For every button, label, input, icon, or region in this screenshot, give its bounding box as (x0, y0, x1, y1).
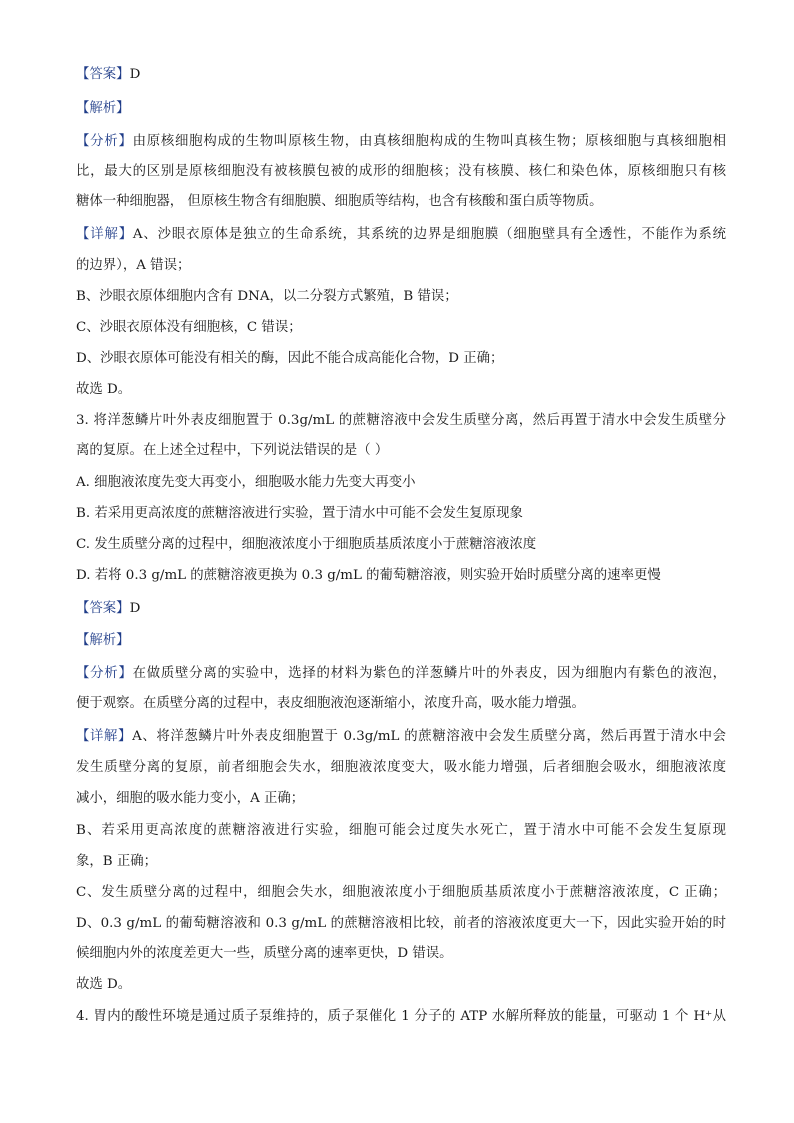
q2-xiangjie-line-3: B、沙眼衣原体细胞内含有 DNA，以二分裂方式繁殖，B 错误； (76, 289, 458, 304)
q2-answer-line (76, 65, 726, 85)
q3-option-c: C. 发生质壁分离的过程中，细胞液浓度小于细胞质基质浓度小于蔗糖溶液浓度 (76, 537, 537, 552)
q2-fenxi-line-2: 比，最大的区别是原核细胞没有被核膜包被的成形的细胞核；没有核膜、核仁和染色体，原核细胞只有核 (76, 164, 726, 179)
q3-xiangjie-line-6: C、发生质壁分离的过程中，细胞会失水，细胞液浓度小于细胞质基质浓度小于蔗糖溶液浓度，C 正确； (76, 885, 726, 900)
answer-value: D (129, 601, 141, 616)
q3-fenxi-line-2: 便于观察。在质壁分离的过程中，表皮细胞液泡逐渐缩小，浓度升高，吸水能力增强。 (76, 696, 585, 711)
q2-xiangjie-line-4: C、沙眼衣原体没有细胞核，C 错误； (76, 320, 302, 335)
q3-xiangjie-line-3: 减小，细胞的吸水能力变小，A 正确； (76, 791, 305, 806)
q3-xiangjie-line-1: 【详解】A、将洋葱鳞片叶外表皮细胞置于 0.3g/mL 的蔗糖溶液中会发生质壁分离，然后再置于清水中会 (76, 729, 726, 744)
fenxi-tag: 【分析】 (76, 666, 133, 681)
q3-fenxi-line-1: 【分析】在做质壁分离的实验中，选择的材料为紫色的洋葱鳞片叶的外表皮，因为细胞内有紫色的液泡， (76, 666, 727, 681)
q2-analysis-label: 【解析】 (76, 101, 130, 116)
answer-tag: 【答案】 (76, 601, 130, 616)
q2-xiangjie-line-2: 的边界），A 错误； (76, 258, 191, 273)
q3-analysis-label: 【解析】 (76, 633, 130, 648)
q3-answer-line (76, 599, 726, 619)
q2-xiangjie-line-6: 故选 D。 (76, 382, 132, 397)
q3-option-d: D. 若将 0.3 g/mL 的蔗糖溶液更换为 0.3 g/mL 的葡萄糖溶液，则实验开始时质壁分离的速率更慢 (76, 568, 661, 583)
q4-stem-line-1: 4. 胃内的酸性环境是通过质子泵维持的，质子泵催化 1 分子的 ATP 水解所释放的能量，可驱动 1 个 H⁺从 (76, 1009, 726, 1024)
q3-xiangjie-line-9: 故选 D。 (76, 977, 132, 992)
q3-xiangjie-line-7: D、0.3 g/mL 的葡萄糖溶液和 0.3 g/mL 的蔗糖溶液相比较，前者的溶液浓度更大一下，因此实验开始的时 (76, 916, 726, 931)
q2-fenxi-line-1: 【分析】由原核细胞构成的生物叫原核生物，由真核细胞构成的生物叫真核生物；原核细胞与真核细胞相 (76, 134, 727, 149)
xiangjie-tag: 【详解】 (76, 729, 133, 744)
q3-xiangjie-line-5: 象，B 正确； (76, 854, 158, 869)
q3-xiangjie-line-2: 发生质壁分离的复原，前者细胞会失水，细胞液浓度变大，吸水能力增强，后者细胞会吸水，细胞液浓度 (76, 760, 726, 775)
q3-stem-line-2: 离的复原。在上述全过程中，下列说法错误的是（ ） (76, 443, 389, 458)
fenxi-tag: 【分析】 (76, 134, 133, 149)
q2-xiangjie-line-1: 【详解】A、沙眼衣原体是独立的生命系统，其系统的边界是细胞膜（细胞壁具有全透性，不能作为系统 (76, 227, 726, 242)
q3-xiangjie-line-4: B、若采用更高浓度的蔗糖溶液进行实验，细胞可能会过度失水死亡，置于清水中可能不会发生复原现 (76, 823, 726, 838)
answer-value: D (129, 67, 141, 82)
q3-option-a: A. 细胞液浓度先变大再变小，细胞吸水能力先变大再变小 (76, 475, 416, 490)
q2-fenxi-line-3: 糖体一种细胞器， 但原核生物含有细胞膜、细胞质等结构，也含有核酸和蛋白质等物质。 (76, 194, 603, 209)
q3-stem-line-1: 3. 将洋葱鳞片叶外表皮细胞置于 0.3g/mL 的蔗糖溶液中会发生质壁分离，然后再置于清水中会发生质壁分 (76, 413, 726, 428)
q3-xiangjie-line-8: 候细胞内外的浓度差更大一些，质壁分离的速率更快，D 错误。 (76, 946, 453, 961)
xiangjie-tag: 【详解】 (76, 227, 133, 242)
q3-option-b: B. 若采用更高浓度的蔗糖溶液进行实验，置于清水中可能不会发生复原现象 (76, 506, 523, 521)
answer-tag: 【答案】 (76, 67, 130, 82)
q2-xiangjie-line-5: D、沙眼衣原体可能没有相关的酶，因此不能合成高能化合物，D 正确； (76, 351, 504, 366)
